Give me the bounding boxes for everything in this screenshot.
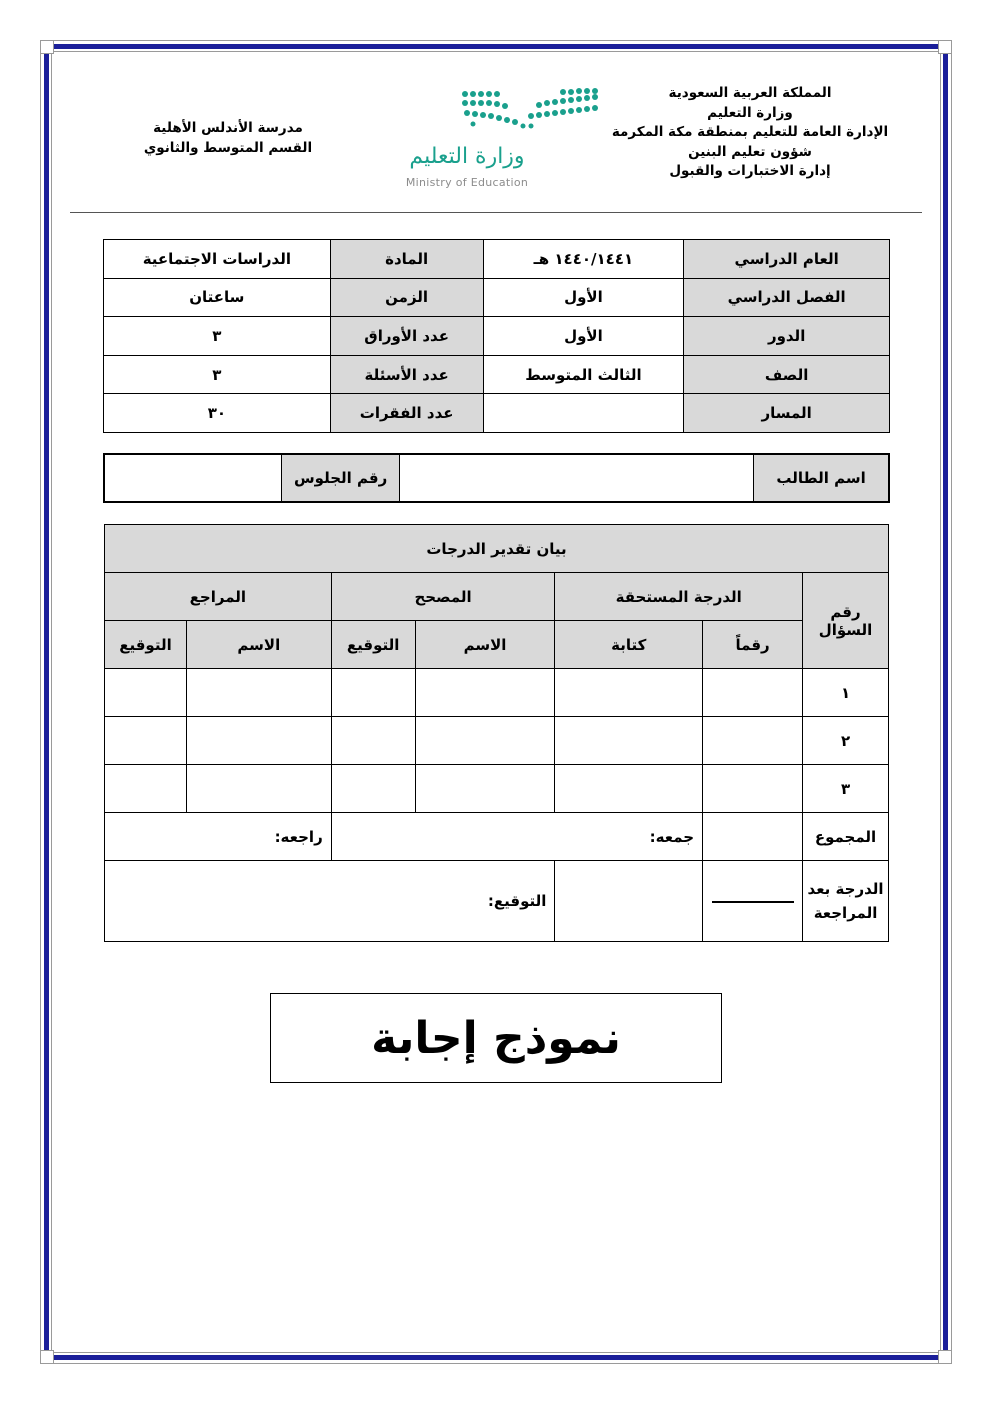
digits-header: رقماً bbox=[703, 621, 803, 669]
after-review-digits-cell[interactable] bbox=[703, 861, 803, 942]
term-value: الأول bbox=[483, 278, 684, 317]
school-section: القسم المتوسط والثانوي bbox=[143, 140, 313, 156]
track-label: المسار bbox=[684, 394, 890, 433]
school-header bbox=[140, 118, 316, 158]
subject-value: الدراسات الاجتماعية bbox=[104, 240, 331, 279]
logo-dots-icon bbox=[392, 88, 608, 148]
student-name-field[interactable] bbox=[400, 454, 754, 502]
grade-cell[interactable] bbox=[703, 669, 803, 717]
header-divider bbox=[70, 212, 922, 213]
reviewer-signature-header: التوقيع bbox=[105, 621, 187, 669]
reviewed-by-label: راجعه: bbox=[105, 813, 332, 861]
grades-title: بيان تقدير الدرجات bbox=[105, 525, 889, 573]
pages-label: عدد الأوراق bbox=[330, 317, 483, 356]
seat-number-label: رقم الجلوس bbox=[281, 454, 399, 502]
grade-cell[interactable] bbox=[331, 669, 415, 717]
seat-number-field[interactable] bbox=[104, 454, 281, 502]
year-value: ١٤٤٠/١٤٤١ هـ bbox=[483, 240, 684, 279]
total-label: المجموع bbox=[803, 813, 889, 861]
question-number: ٣ bbox=[803, 765, 889, 813]
term-label: الفصل الدراسي bbox=[684, 278, 890, 317]
student-info-table bbox=[103, 453, 890, 503]
table-row bbox=[105, 765, 889, 813]
items-value: ٣٠ bbox=[104, 394, 331, 433]
grade-cell[interactable] bbox=[415, 717, 555, 765]
grades-table bbox=[104, 524, 889, 942]
signature-label: التوقيع: bbox=[105, 861, 555, 942]
reviewer-name-header: الاسم bbox=[186, 621, 331, 669]
time-label: الزمن bbox=[330, 278, 483, 317]
ministry-header bbox=[600, 84, 900, 182]
grade-cell[interactable] bbox=[105, 765, 187, 813]
corner-ornament bbox=[40, 40, 54, 54]
round-label: الدور bbox=[684, 317, 890, 356]
questions-label: عدد الأسئلة bbox=[330, 355, 483, 394]
reviewer-header: المراجع bbox=[105, 573, 332, 621]
corner-ornament bbox=[938, 1350, 952, 1364]
subject-label: المادة bbox=[330, 240, 483, 279]
writing-header: كتابة bbox=[555, 621, 703, 669]
header-line: وزارة التعليم bbox=[707, 104, 793, 121]
grade-cell[interactable] bbox=[703, 717, 803, 765]
collected-by-label: جمعه: bbox=[331, 813, 702, 861]
year-label: العام الدراسي bbox=[684, 240, 890, 279]
total-row bbox=[105, 813, 889, 861]
grade-cell[interactable] bbox=[703, 765, 803, 813]
header-line: إدارة الاختبارات والقبول bbox=[669, 163, 831, 179]
header-line: المملكة العربية السعودية bbox=[668, 85, 832, 101]
deserved-grade-header: الدرجة المستحقة bbox=[555, 573, 803, 621]
logo-arabic-text: وزارة التعليم bbox=[409, 144, 525, 169]
grade-cell[interactable] bbox=[555, 717, 703, 765]
table-row bbox=[105, 669, 889, 717]
grade-cell[interactable] bbox=[186, 669, 331, 717]
question-number: ٢ bbox=[803, 717, 889, 765]
questions-value: ٣ bbox=[104, 355, 331, 394]
pages-value: ٣ bbox=[104, 317, 331, 356]
logo-english-text: Ministry of Education bbox=[405, 176, 529, 189]
round-value: الأول bbox=[483, 317, 684, 356]
grade-cell[interactable] bbox=[555, 765, 703, 813]
exam-info-table bbox=[103, 239, 890, 433]
corrector-signature-header: التوقيع bbox=[331, 621, 415, 669]
question-number-header: رقم السؤال bbox=[803, 573, 889, 669]
after-review-writing-cell[interactable] bbox=[555, 861, 703, 942]
corner-ornament bbox=[938, 40, 952, 54]
grade-cell[interactable] bbox=[105, 669, 187, 717]
grade-label: الصف bbox=[684, 355, 890, 394]
track-value[interactable] bbox=[483, 394, 684, 433]
grade-cell[interactable] bbox=[331, 765, 415, 813]
grade-cell[interactable] bbox=[186, 765, 331, 813]
header-line: شؤون تعليم البنين bbox=[688, 143, 812, 160]
grade-cell[interactable] bbox=[415, 765, 555, 813]
corrector-name-header: الاسم bbox=[415, 621, 555, 669]
after-review-row bbox=[105, 861, 889, 942]
total-digits-cell[interactable] bbox=[703, 813, 803, 861]
corrector-header: المصحح bbox=[331, 573, 555, 621]
grade-value: الثالث المتوسط bbox=[483, 355, 684, 394]
blank-line bbox=[712, 901, 794, 903]
after-review-label: الدرجة بعد المراجعة bbox=[803, 861, 889, 942]
ministry-logo bbox=[392, 88, 608, 192]
school-name: مدرسة الأندلس الأهلية bbox=[153, 120, 303, 136]
grade-cell[interactable] bbox=[555, 669, 703, 717]
header-line: الإدارة العامة للتعليم بمنطقة مكة المكرمة bbox=[611, 124, 889, 140]
corner-ornament bbox=[40, 1350, 54, 1364]
time-value: ساعتان bbox=[104, 278, 331, 317]
grade-cell[interactable] bbox=[186, 717, 331, 765]
student-name-label: اسم الطالب bbox=[754, 454, 889, 502]
items-label: عدد الفقرات bbox=[330, 394, 483, 433]
table-row bbox=[105, 717, 889, 765]
grade-cell[interactable] bbox=[331, 717, 415, 765]
question-number: ١ bbox=[803, 669, 889, 717]
grade-cell[interactable] bbox=[105, 717, 187, 765]
grade-cell[interactable] bbox=[415, 669, 555, 717]
answer-key-title: نموذج إجابة bbox=[270, 993, 722, 1083]
